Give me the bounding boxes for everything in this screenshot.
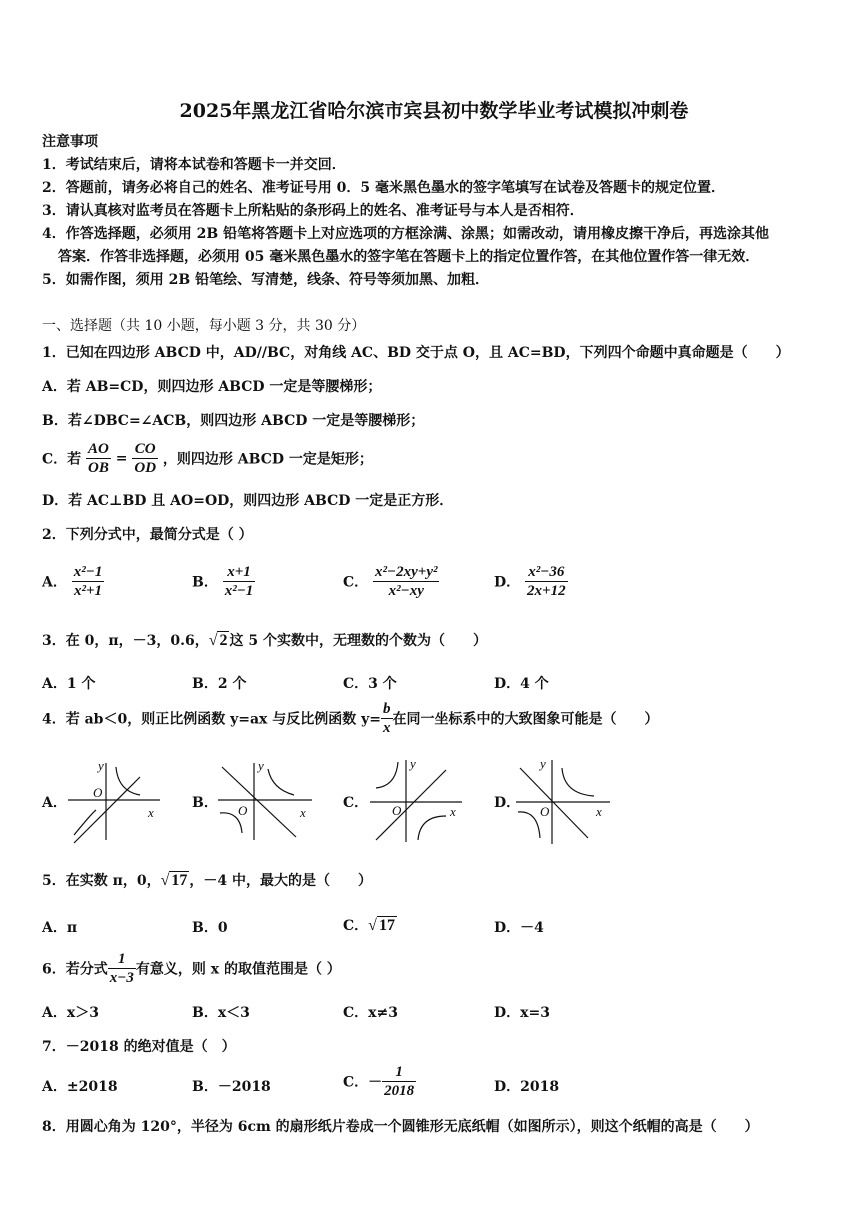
q5-option-c: C．√ 17: [343, 917, 395, 934]
q2-option-a: A． $\frac{\text{x²−1}}{\text{x²+1}}$: [42, 564, 103, 599]
graph-c: [362, 752, 472, 847]
q4-option-d: D．: [494, 795, 521, 811]
q1-option-b: B．若∠DBC=∠ACB，则四边形 ABCD 一定是等腰梯形；: [42, 413, 425, 429]
notice-item: 答案．作答非选择题，必须用 05 毫米黑色墨水的签字笔在答题卡上的指定位置作答，在其他位置作答一律无效．: [58, 249, 760, 265]
page-title: 2025年黑龙江省哈尔滨市宾县初中数学毕业考试模拟冲刺卷: [179, 100, 689, 122]
notice-item: 3．请认真核对监考员在答题卡上所粘贴的条形码上的姓名、准考证号与本人是否相符．: [42, 203, 584, 219]
q1-option-d: D．若 AC⊥BD 且 AO=OD，则四边形 ABCD 一定是正方形．: [42, 493, 454, 509]
sqrt-symbol: √ 17: [160, 872, 188, 889]
axis-y-label: y: [540, 756, 546, 771]
q5-option-d: D．－4: [494, 920, 544, 936]
sqrt-symbol: √ 17: [368, 917, 395, 934]
notice-item: 5．如需作图，须用 2B 铅笔绘、写清楚，线条、符号等须加黑、加粗．: [42, 272, 490, 288]
graph-a: [60, 755, 170, 845]
q1-option-c: C．若 $\frac{AO}{OB}$ = $\frac{CO}{OD}$ ，则四边形 ABCD 一定是矩形；: [42, 441, 373, 476]
q3-option-b: B．2 个: [192, 676, 247, 692]
origin-label: O: [238, 803, 248, 818]
axis-y-label: y: [258, 758, 264, 773]
q7-option-b: B．－2018: [192, 1079, 271, 1095]
section-heading: 一、选择题（共 10 小题，每小题 3 分，共 30 分）: [42, 318, 366, 334]
notice-item: 1．考试结束后，请将本试卷和答题卡一并交回．: [42, 157, 346, 173]
notice-heading: 注意事项: [42, 134, 98, 150]
axis-y-label: y: [98, 758, 104, 773]
question-4-stem: 4．若 ab＜0，则正比例函数 y=ax 与反比例函数 y= $\frac{b}{x}$ 在同一坐标系中的大致图象可能是（ ）: [42, 701, 659, 736]
question-5-stem: 5．在实数 π，0，√ 17 ，－4 中，最大的是（ ）: [42, 872, 373, 889]
axis-x-label: x: [596, 804, 602, 819]
notice-item: 4．作答选择题，必须用 2B 铅笔将答题卡上对应选项的方框涂满、涂黑；如需改动，请用橡皮擦干净后，再选涂其他: [42, 226, 770, 242]
axis-y-label: y: [410, 756, 416, 771]
q1-option-a: A．若 AB=CD，则四边形 ABCD 一定是等腰梯形；: [42, 379, 382, 395]
q4-option-c: C．: [343, 795, 369, 811]
question-3-stem: 3．在 0，π，－3，0.6，√ 2 这 5 个实数中，无理数的个数为（ ）: [42, 632, 487, 649]
question-6-stem: 6．若分式 $\frac{1}{x-3}$ 有意义，则 x 的取值范围是（ ）: [42, 951, 341, 986]
q4-option-b: B．: [192, 795, 218, 811]
q6-option-c: C．x≠3: [343, 1005, 398, 1021]
sqrt-symbol: √ 2: [208, 632, 228, 649]
origin-label: O: [540, 804, 550, 819]
q6-option-d: D．x=3: [494, 1005, 550, 1021]
question-8-stem: 8．用圆心角为 120°，半径为 6cm 的扇形纸片卷成一个圆锥形无底纸帽（如图所示），则这个纸帽的高是（ ）: [42, 1119, 759, 1135]
q3-option-a: A．1 个: [42, 676, 96, 692]
question-1-stem: 1．已知在四边形 ABCD 中，AD//BC，对角线 AC、BD 交于点 O，且 AC=BD，下列四个命题中真命题是（ ）: [42, 345, 790, 361]
question-7-stem: 7．－2018 的绝对值是（ ）: [42, 1039, 236, 1055]
graph-b: [212, 755, 322, 845]
graph-d: [510, 752, 620, 847]
q2-option-d: D． $\frac{\text{x²−36}}{2x+12}$: [494, 564, 566, 599]
q7-option-c: C．－ $\frac{1}{2018}$: [343, 1064, 415, 1099]
q2-option-b: B． $\frac{x+1}{\text{x²−1}}$: [192, 564, 254, 599]
axis-x-label: x: [148, 805, 154, 820]
notice-item: 2．答题前，请务必将自己的姓名、准考证号用 0．5 毫米黑色墨水的签字笔填写在试卷及答题卡的规定位置．: [42, 180, 725, 196]
axis-x-label: x: [300, 805, 306, 820]
q6-option-a: A．x＞3: [42, 1005, 99, 1021]
question-2-stem: 2．下列分式中，最简分式是（ ）: [42, 527, 253, 543]
q5-option-b: B．0: [192, 920, 228, 936]
q3-option-c: C．3 个: [343, 676, 397, 692]
q2-option-c: C． $\frac{\text{x²−2xy+y²}}{\text{x²−xy}}$: [343, 564, 438, 599]
axis-x-label: x: [450, 804, 456, 819]
q6-option-b: B．x＜3: [192, 1005, 250, 1021]
q5-option-a: A．π: [42, 920, 78, 936]
origin-label: O: [392, 803, 402, 818]
q3-option-d: D．4 个: [494, 676, 549, 692]
origin-label: O: [93, 785, 103, 800]
q4-option-a: A．: [42, 795, 67, 811]
q7-option-d: D．2018: [494, 1079, 560, 1095]
q7-option-a: A．±2018: [42, 1079, 118, 1095]
